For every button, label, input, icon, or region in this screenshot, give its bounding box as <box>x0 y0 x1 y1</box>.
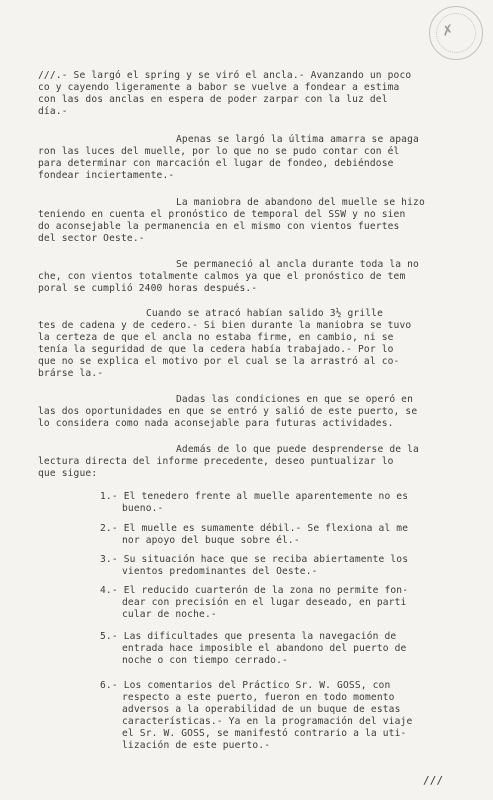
text-line: respecto a este puerto, fueron en todo momento <box>122 692 395 703</box>
text-line: tes de cadena y de cedero.- Si bien durante la maniobra se tuvo <box>38 320 412 331</box>
text-line: Además de lo que puede desprenderse de la <box>176 444 419 455</box>
text-line: características.- Ya en la programación del viaje <box>122 716 413 727</box>
text-line: La maniobra de abandono del muelle se hizo <box>176 197 425 208</box>
stamp-signature-mark: ✗ <box>440 21 456 41</box>
text-line: 3.- Su situación hace que se reciba abiertamente los <box>100 554 409 565</box>
text-line: vientos predominantes del Oeste.- <box>122 566 318 577</box>
text-line: las dos oportunidades en que se entró y salió de este puerto, se <box>38 406 418 417</box>
text-line: co y cayendo ligeramente a babor se vuelve a fondear a estima <box>38 82 400 93</box>
text-line: del sector Oeste.- <box>38 233 145 244</box>
text-line: poral se cumplió 2400 horas después.- <box>38 283 258 294</box>
text-line: para determinar con marcación el lugar de fondeo, debiéndose <box>38 158 394 169</box>
text-line: nor apoyo del buque sobre él.- <box>122 535 300 546</box>
text-line: dear con precisión en el lugar deseado, en parti <box>122 597 407 608</box>
continuation-mark: /// <box>423 774 444 787</box>
text-line: fondear inciertamente.- <box>38 170 175 181</box>
text-line: lo considera como nada aconsejable para futuras actividades. <box>38 418 394 429</box>
text-line: teniendo en cuenta el pronóstico de temporal del SSW y no sien <box>38 209 406 220</box>
text-line: Se permaneció al ancla durante toda la no <box>176 259 419 270</box>
text-line: 5.- Las dificultades que presenta la navegación de <box>100 631 397 642</box>
text-line: 1.- El tenedero frente al muelle aparentemente no es <box>100 491 409 502</box>
text-line: ron las luces del muelle, por lo que no se pudo contar con él <box>38 146 400 157</box>
text-line: con las dos anclas en espera de poder zarpar con la luz del <box>38 94 388 105</box>
text-line: 2.- El muelle es sumamente débil.- Se flexiona al me <box>100 523 409 534</box>
text-line: lectura directa del informe precedente, deseo puntualizar lo <box>38 456 394 467</box>
text-line: entrada hace imposible el abandono del puerto de <box>122 643 407 654</box>
text-line: noche o con tiempo cerrado.- <box>122 655 288 666</box>
text-line: 6.- Los comentarios del Práctico Sr. W. GOSS, con <box>100 680 391 691</box>
text-line: Dadas las condiciones en que se operó en <box>176 394 414 405</box>
text-line: cular de noche.- <box>122 609 217 620</box>
text-line: la certeza de que el ancla no estaba firme, en cambio, ni se <box>38 332 394 343</box>
text-line: ///.- Se largó el spring y se viró el ancla.- Avanzando un poco <box>38 70 412 81</box>
text-line: que no se explica el motivo por el cual se la arrastró al co- <box>38 356 400 367</box>
text-line: che, con vientos totalmente calmos ya que el pronóstico de tem <box>38 271 406 282</box>
archive-stamp-icon <box>429 6 483 60</box>
text-line: día.- <box>38 106 68 117</box>
text-line: 4.- El reducido cuarterón de la zona no permite fon- <box>100 585 409 596</box>
text-line: adversos a la operabilidad de un buque de estas <box>122 704 401 715</box>
text-line: que sigue: <box>38 468 98 479</box>
text-line: lización de este puerto.- <box>122 740 271 751</box>
text-line: do aconsejable la permanencia en el mismo con vientos fuertes <box>38 221 400 232</box>
text-line: Apenas se largó la última amarra se apaga <box>176 134 419 145</box>
text-line: tenía la seguridad de que la cedera había trabajado.- Por lo <box>38 344 394 355</box>
text-line: bueno.- <box>122 503 164 514</box>
text-line: el Sr. W. GOSS, se manifestó contrario a la uti- <box>122 728 407 739</box>
text-line: brárse la.- <box>38 368 104 379</box>
text-line: Cuando se atracó habían salido 3½ grille <box>146 308 384 319</box>
